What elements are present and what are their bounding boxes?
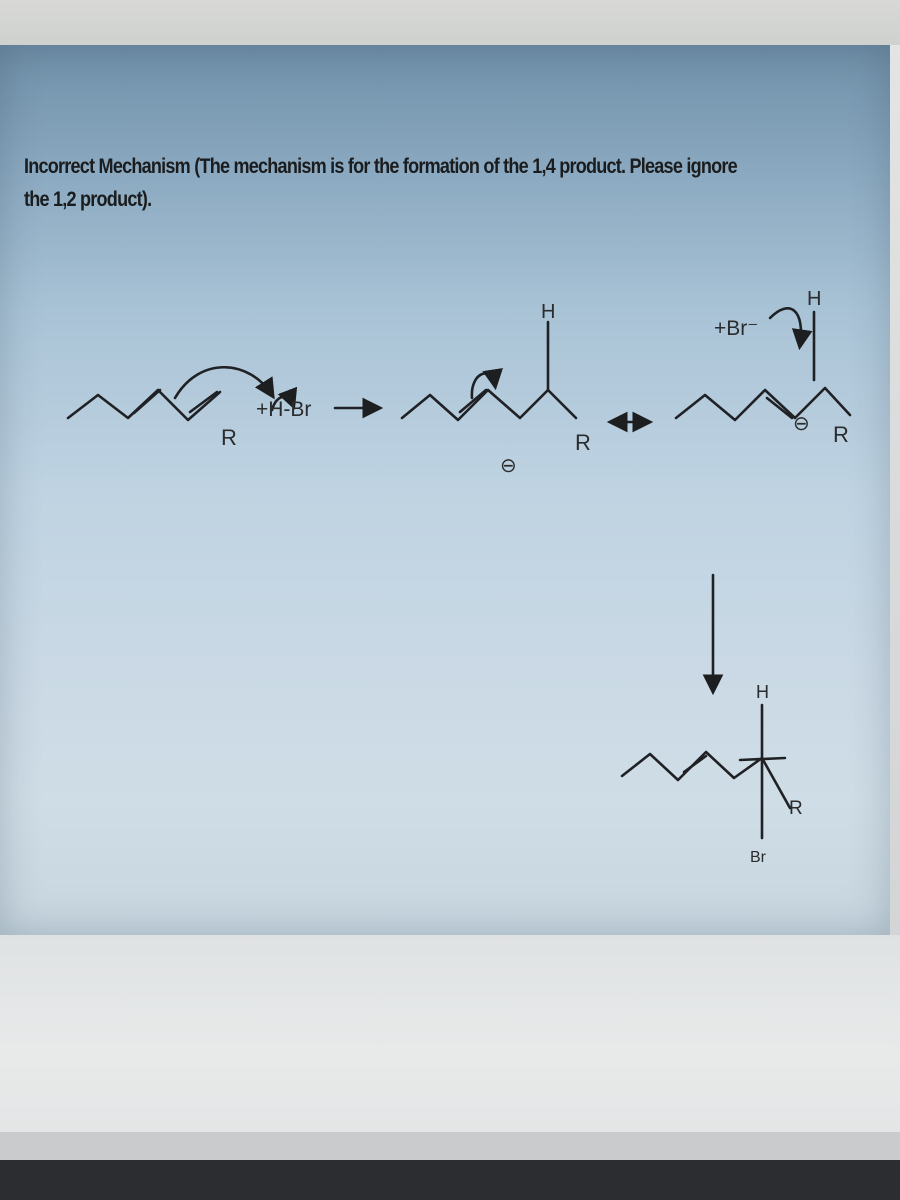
- product-molecule: [622, 705, 790, 838]
- hydrogen-label-4: H: [756, 682, 769, 702]
- r-group-label-3: R: [833, 422, 849, 447]
- charge-label-2: ⊖: [500, 455, 517, 477]
- curved-arrow-icon: [175, 367, 272, 398]
- r-group-label-4: R: [789, 798, 803, 819]
- hbr-reagent-label: +H-Br: [256, 398, 312, 421]
- hydrogen-label-2: H: [541, 301, 556, 323]
- mechanism-caption: Incorrect Mechanism (The mechanism is for the formation of the 1,4 product. Please ignore the 1,2 product).: [24, 155, 737, 211]
- bromine-label: Br: [750, 849, 766, 866]
- bromide-ion-label: +Br⁻: [714, 317, 759, 340]
- r-group-label-1: R: [221, 425, 237, 450]
- diene-reactant: [68, 390, 220, 420]
- r-group-label-2: R: [575, 430, 591, 455]
- hydrogen-label-3: H: [807, 288, 822, 310]
- intermediate-2: [676, 312, 850, 420]
- intermediate-1: [402, 322, 576, 420]
- curved-arrow-icon: [770, 308, 801, 345]
- charge-label-3: ⊖: [793, 413, 810, 435]
